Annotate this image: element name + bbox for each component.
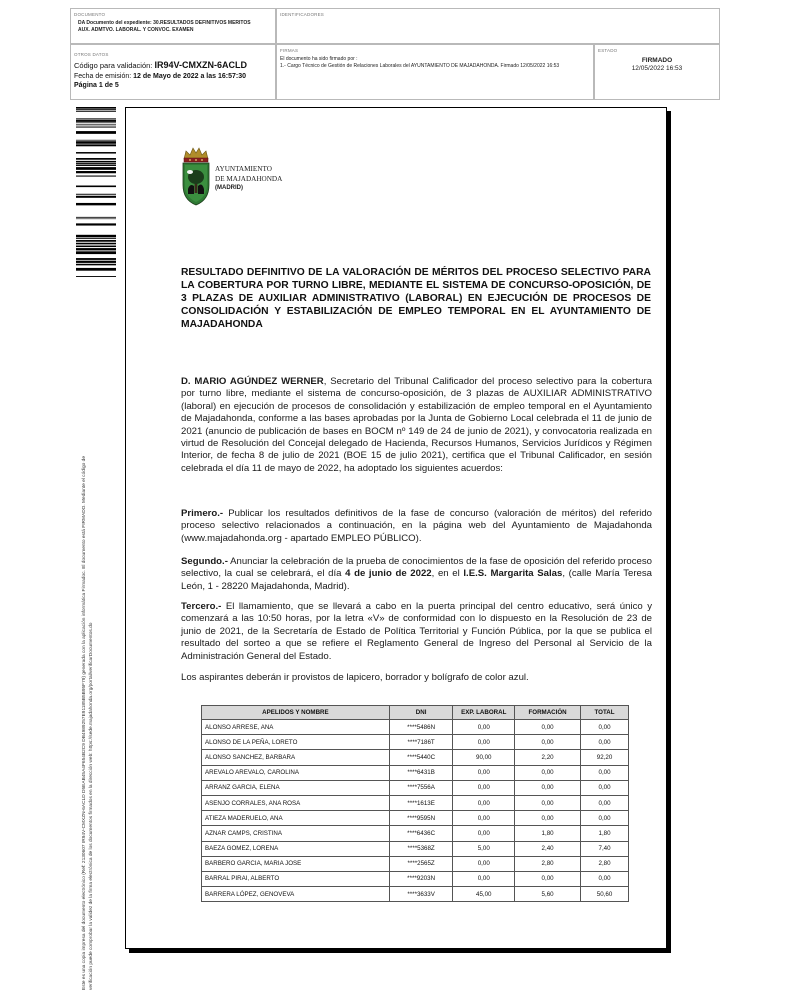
cell-total: 92,20 (581, 750, 629, 765)
tercero-text: El llamamiento, que se llevará a cabo en la puerta principal del centro educativo, será único y comenzará a las 10:50 horas, por la letra «V» de conformidad con lo dispuesto en la Resolución de 23 de junio de 2021, de la Secretaría de Estado de Política Territorial y Función Pública, por la que se publica el resultado del sorteo a que se refiere el Reglamento General de Ingreso del Personal al Servicio de la Administración General del Estado. (181, 601, 652, 662)
cell-dni: ****6431B (389, 765, 453, 780)
cell-formacion: 0,00 (515, 871, 581, 886)
logo-line-1: AYUNTAMIENTO (215, 165, 272, 173)
side-text-line-1: Este es una copia impresa del documento electrónico (Ref: 2130607 IR94V-CMXZN-6ACLD D5EAB45A4F654B2C9 DB4989257E91185B5B95F79) generada con la aplicación informática Firmadoc. El documento está FIRMADO. Mediante el código de (82, 456, 87, 990)
estado-fecha: 12/05/2022 16:53 (631, 65, 683, 72)
table-row (202, 856, 629, 871)
cell-exp-laboral: 0,00 (453, 765, 515, 780)
cell-exp-laboral: 0,00 (453, 720, 515, 735)
results-table-body (202, 720, 629, 902)
cell-nombre: ALONSO ARRESE, ANA (202, 720, 390, 735)
cell-nombre: ALONSO SANCHEZ, BARBARA (202, 750, 390, 765)
cell-total: 0,00 (581, 871, 629, 886)
cell-dni: ****5486N (389, 720, 453, 735)
cell-dni: ****7556A (389, 780, 453, 795)
cell-formacion: 0,00 (515, 795, 581, 810)
cell-dni: ****5368Z (389, 841, 453, 856)
segundo-paragraph (181, 556, 652, 593)
cell-nombre: AZNAR CAMPS, CRISTINA (202, 826, 390, 841)
identificadores-label: IDENTIFICADORES (280, 12, 325, 17)
firmas-text: 1.- Cargo Técnico de Gestión de Relaciones Laborales del AYUNTAMIENTO DE MAJADAHONDA. Firmado 12/05/2022 16:53 (280, 63, 560, 69)
fecha-emision (74, 72, 246, 81)
intro-paragraph (181, 376, 652, 475)
cell-formacion: 5,60 (515, 887, 581, 902)
firmas-label: FIRMAS (280, 48, 299, 53)
cell-total: 0,00 (581, 795, 629, 810)
table-row (202, 720, 629, 735)
estado-label: ESTADO (598, 48, 618, 53)
cell-nombre: BARBERO GARCIA, MARIA JOSE (202, 856, 390, 871)
secretary-name: D. MARIO AGÚNDEZ WERNER (181, 376, 324, 387)
cell-dni: ****1613E (389, 795, 453, 810)
cell-nombre: BARRERA LÓPEZ, GENOVEVA (202, 887, 390, 902)
cell-nombre: ATIEZA MADERUELO, ANA (202, 811, 390, 826)
cell-dni: ****2565Z (389, 856, 453, 871)
header-box-firmas (276, 44, 594, 100)
cell-dni: ****9203N (389, 871, 453, 886)
exam-place: I.E.S. Margarita Salas (463, 568, 563, 580)
cell-nombre: ASENJO CORRALES, ANA ROSA (202, 795, 390, 810)
otros-datos-label: OTROS DATOS (74, 52, 109, 57)
primero-text: Publicar los resultados definitivos de la fase de concurso (valoración de méritos) del referido proceso selectivo relacionados a continuación, en la página web del Ayuntamiento de Majadahonda (www.majadahonda.org - apartado EMPLEO PÚBLICO). (181, 508, 652, 544)
table-row (202, 735, 629, 750)
col-header-nombre: APELIDOS Y NOMBRE (202, 706, 390, 720)
table-row (202, 826, 629, 841)
table-row (202, 887, 629, 902)
cell-total: 0,00 (581, 765, 629, 780)
cell-nombre: BARRAL PIRAI, ALBERTO (202, 871, 390, 886)
intro-text: , Secretario del Tribunal Calificador del proceso selectivo para la cobertura por turno libre, mediante el sistema de concurso-oposición, de 3 plazas de AUXILIAR ADMINISTRATIVO (laboral) en ejecución de procesos de consolidación y estabilización de empleo temporal en el Ayuntamiento de Majadahonda, conforme a las bases aprobadas por la Junta de Gobierno Local celebrada el 11 de junio de 2021 (anuncio de publicación de bases en BOCM nº 149 de 24 de junio de 2021), y convocatoria realizada en virtud de Resolución del Concejal delegado de Hacienda, Recursos Humanos, Servicios Jurídicos y Régimen Interior, de fecha 8 de julio de 2021 (BOE 15 de julio 2021), certifica que el Tribunal Calificador, en sesión celebrada el día 11 de mayo de 2022, ha adoptado los siguientes acuerdos: (181, 376, 652, 474)
table-row (202, 765, 629, 780)
coat-of-arms-logo (180, 145, 212, 207)
cell-total: 50,60 (581, 887, 629, 902)
pagina-indicator: Página 1 de 5 (74, 82, 119, 89)
tercero-paragraph (181, 601, 652, 663)
cell-exp-laboral: 0,00 (453, 811, 515, 826)
segundo-text-3: , (calle María Teresa León, 1 - 28220 Majadahonda, Madrid). (181, 568, 652, 592)
logo-line-2: DE MAJADAHONDA (215, 175, 283, 183)
cell-exp-laboral: 45,00 (453, 887, 515, 902)
cell-total: 0,00 (581, 720, 629, 735)
table-row (202, 795, 629, 810)
cell-formacion: 2,40 (515, 841, 581, 856)
table-header-row (202, 706, 629, 720)
cell-dni: ****6436C (389, 826, 453, 841)
segundo-label: Segundo.- (181, 556, 228, 567)
cell-exp-laboral: 0,00 (453, 826, 515, 841)
codigo-validacion (74, 61, 247, 70)
cell-formacion: 0,00 (515, 720, 581, 735)
col-header-total: TOTAL (581, 706, 629, 720)
cell-nombre: BAEZA GOMEZ, LORENA (202, 841, 390, 856)
tercero-label: Tercero.- (181, 601, 222, 612)
cell-total: 2,80 (581, 856, 629, 871)
table-row (202, 750, 629, 765)
cell-nombre: ARRANZ GARCIA, ELENA (202, 780, 390, 795)
cell-formacion: 1,80 (515, 826, 581, 841)
cell-exp-laboral: 0,00 (453, 795, 515, 810)
primero-label: Primero.- (181, 508, 224, 519)
cell-exp-laboral: 5,00 (453, 841, 515, 856)
header-box-identificadores (276, 8, 720, 44)
cell-exp-laboral: 0,00 (453, 780, 515, 795)
estado-value: FIRMADO (641, 57, 673, 64)
cell-total: 1,80 (581, 826, 629, 841)
cell-total: 0,00 (581, 780, 629, 795)
fecha-value: 12 de Mayo de 2022 a las 16:57:30 (133, 73, 247, 80)
col-header-formacion: FORMACIÓN (515, 706, 581, 720)
exam-date: 4 de junio de 2022 (345, 568, 432, 580)
cell-nombre: AREVALO AREVALO, CAROLINA (202, 765, 390, 780)
document-title: RESULTADO DEFINITIVO DE LA VALORACIÓN DE MÉRITOS DEL PROCESO SELECTIVO PARA LA COBERTURA POR TURNO LIBRE, MEDIANTE EL SISTEMA DE CONCURSO-OPOSICIÓN, DE 3 PLAZAS DE AUXILIAR ADMINISTRATIVO (LABORAL) EN EJECUCIÓN DE PROCESOS DE CONSOLIDACIÓN Y ESTABILIZACIÓN DE EMPLEO TEMPORAL EN EL AYUNTAMIENTO DE MAJADAHONDA (181, 267, 651, 330)
cell-dni: ****9595N (389, 811, 453, 826)
table-row (202, 780, 629, 795)
documento-text: DA Documento del expediente: 30.RESULTADOS DEFINITIVOS MERITOS AUX. ADMTVO. LABORAL. Y CONVOC. EXAMEN (78, 20, 251, 33)
cell-total: 7,40 (581, 841, 629, 856)
primero-paragraph (181, 508, 652, 545)
logo-line-3: (MADRID) (215, 185, 243, 191)
segundo-text-2: , en el (431, 568, 464, 580)
cell-nombre: ALONSO DE LA PEÑA, LORETO (202, 735, 390, 750)
table-row (202, 871, 629, 886)
cell-formacion: 2,80 (515, 856, 581, 871)
barcode-image (76, 107, 116, 277)
cell-formacion: 2,20 (515, 750, 581, 765)
results-table (201, 705, 629, 902)
cell-formacion: 0,00 (515, 735, 581, 750)
materials-note: Los aspirantes deberán ir provistos de lapicero, borrador y bolígrafo de color azul. (181, 672, 529, 683)
cell-formacion: 0,00 (515, 765, 581, 780)
side-verification-text (82, 290, 95, 990)
col-header-dni: DNI (389, 706, 453, 720)
codigo-value: IR94V-CMXZN-6ACLD (154, 60, 247, 70)
firmas-intro: El documento ha sido firmado por : (280, 56, 358, 62)
side-text-line-2: verificación puede comprobar la validez de la firma electrónica de los documentos firmados en la dirección web: https://sede.majadahonda.org/portal/verificarDocumentos.do (88, 622, 94, 990)
cell-total: 0,00 (581, 811, 629, 826)
table-row (202, 841, 629, 856)
cell-total: 0,00 (581, 735, 629, 750)
cell-exp-laboral: 0,00 (453, 735, 515, 750)
table-row (202, 811, 629, 826)
segundo-text-1: Anunciar la celebración de la prueba de conocimientos de la fase de oposición del referido proceso selectivo, la cual se celebrará, el día (181, 556, 652, 580)
col-header-exp-laboral: EXP. LABORAL (453, 706, 515, 720)
cell-dni: ****7186T (389, 735, 453, 750)
cell-formacion: 0,00 (515, 780, 581, 795)
fecha-label: Fecha de emisión: (74, 73, 132, 80)
documento-label: DOCUMENTO (74, 12, 106, 17)
cell-exp-laboral: 0,00 (453, 856, 515, 871)
cell-dni: ****3633V (389, 887, 453, 902)
cell-exp-laboral: 0,00 (453, 871, 515, 886)
cell-dni: ****5440C (389, 750, 453, 765)
cell-formacion: 0,00 (515, 811, 581, 826)
codigo-label: Código para validación: (74, 61, 153, 70)
cell-exp-laboral: 90,00 (453, 750, 515, 765)
